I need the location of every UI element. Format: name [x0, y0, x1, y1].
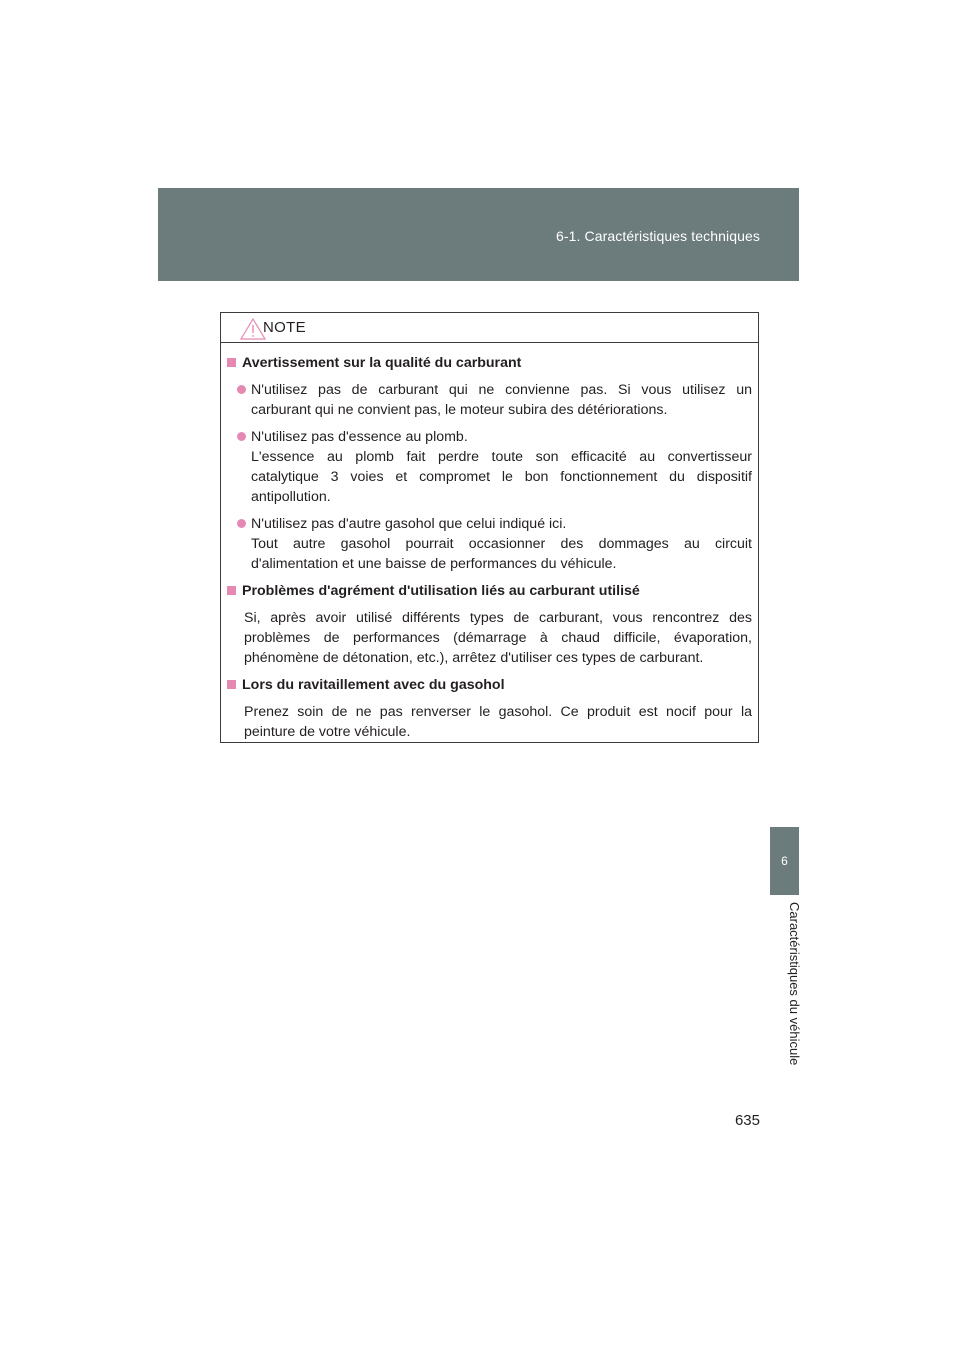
text-line: Si, après avoir utilisé différents types de carburant, vous rencontrez des: [244, 610, 752, 626]
text-line: N'utilisez pas de carburant qui ne convienne pas. Si vous utilisez un: [251, 382, 752, 398]
page-number: 635: [734, 1112, 760, 1129]
chapter-number: 6: [781, 854, 788, 868]
list-item: [237, 380, 752, 420]
section-heading: Lors du ravitaillement avec du gasohol: [227, 675, 752, 695]
text-line: d'alimentation et une baisse de performances du véhicule.: [251, 556, 617, 572]
text-line: L'essence au plomb fait perdre toute son efficacité au convertisseur: [251, 449, 752, 465]
section-heading: Problèmes d'agrément d'utilisation liés au carburant utilisé: [227, 581, 752, 601]
note-title: NOTE: [263, 319, 306, 336]
text-line: phénomène de détonation, etc.), arrêtez d'utiliser ces types de carburant.: [244, 650, 704, 666]
round-bullet-icon: [237, 519, 246, 528]
chapter-tab: [770, 827, 799, 895]
list-item: [237, 427, 752, 507]
text-line: Tout autre gasohol pourrait occasionner des dommages au circuit: [251, 536, 752, 552]
text-line: antipollution.: [251, 489, 331, 505]
chapter-label: Caractéristiques du véhicule: [787, 902, 802, 1066]
text-line: problèmes de performances (démarrage à chaud difficile, évaporation,: [244, 630, 752, 646]
text-line: carburant qui ne convient pas, le moteur subira des détériorations.: [251, 402, 668, 418]
section-title: 6-1. Caractéristiques techniques: [556, 228, 760, 244]
square-bullet-icon: [227, 358, 236, 367]
paragraph: [244, 702, 752, 742]
text-line: peinture de votre véhicule.: [244, 724, 411, 740]
square-bullet-icon: [227, 586, 236, 595]
note-body: [221, 343, 758, 742]
section-heading: Avertissement sur la qualité du carburant: [227, 353, 752, 373]
note-header: [221, 313, 758, 343]
text-line: Prenez soin de ne pas renverser le gasohol. Ce produit est nocif pour la: [244, 704, 752, 720]
round-bullet-icon: [237, 385, 246, 394]
list-item: [237, 514, 752, 574]
round-bullet-icon: [237, 432, 246, 441]
note-box: [220, 312, 759, 743]
text-line: N'utilisez pas d'autre gasohol que celui indiqué ici.: [251, 516, 567, 532]
text-line: N'utilisez pas d'essence au plomb.: [251, 429, 468, 445]
text-line: catalytique 3 voies et compromet le bon fonctionnement du dispositif: [251, 469, 752, 485]
header-band: [158, 188, 799, 281]
square-bullet-icon: [227, 680, 236, 689]
paragraph: [244, 608, 752, 668]
